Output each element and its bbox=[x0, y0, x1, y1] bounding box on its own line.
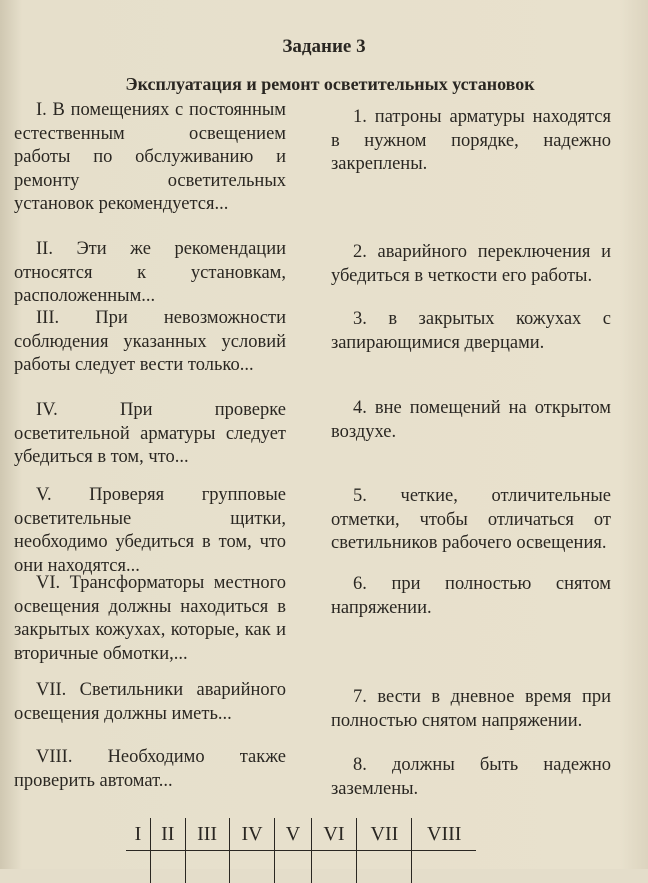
answer-item: 8. должны быть надежно заземлены. bbox=[331, 754, 611, 801]
question-item: IV. При проверке осветительной арматуры следует убедиться в том, что... bbox=[14, 399, 286, 470]
answer-table-header: VIII bbox=[412, 818, 476, 851]
question-item: VIII. Необходимо также проверить автомат... bbox=[14, 746, 286, 793]
answer-cell bbox=[185, 851, 229, 883]
question-column bbox=[14, 99, 286, 217]
answer-table-header: II bbox=[150, 818, 185, 851]
question-item: VII. Светильники аварийного освещения должны иметь... bbox=[14, 679, 286, 726]
answer-item: 6. при полностью снятом напряжении. bbox=[331, 573, 611, 620]
question-item: I. В помещениях с постоянным естественным освещением работы по обслуживанию и ремонту осветительных установок рекомендуется... bbox=[14, 99, 286, 217]
question-item: VI. Трансформаторы местного освещения должны находиться в закрытых кожухах, которые, как и вторичные обмотки,... bbox=[14, 572, 286, 666]
answer-table-header: VI bbox=[311, 818, 357, 851]
answer-item: 7. вести в дневное время при полностью снятом напряжении. bbox=[331, 686, 611, 733]
answer-cell bbox=[357, 851, 412, 883]
answer-table-header: III bbox=[185, 818, 229, 851]
question-item: III. При невозможности соблюдения указанных условий работы следует вести только... bbox=[14, 307, 286, 378]
answer-table bbox=[126, 818, 476, 883]
answer-cell bbox=[275, 851, 311, 883]
answer-cell bbox=[229, 851, 275, 883]
answer-item: 5. четкие, отличительные отметки, чтобы отличаться от светильников рабочего освещения. bbox=[331, 485, 611, 556]
answer-column bbox=[331, 106, 611, 177]
answer-table-header: VII bbox=[357, 818, 412, 851]
answer-item: 1. патроны арматуры находятся в нужном порядке, надежно закреплены. bbox=[331, 106, 611, 177]
answer-item: 3. в закрытых кожухах с запирающимися дверцами. bbox=[331, 308, 611, 355]
answer-item: 4. вне помещений на открытом воздухе. bbox=[331, 397, 611, 444]
answer-cell bbox=[150, 851, 185, 883]
answer-table-header: IV bbox=[229, 818, 275, 851]
answer-table-header: V bbox=[275, 818, 311, 851]
answer-table-header: I bbox=[126, 818, 150, 851]
task-title: Задание 3 bbox=[0, 36, 648, 58]
question-item: V. Проверяя групповые осветительные щитки, необходимо убедиться в том, что они находятся... bbox=[14, 484, 286, 578]
question-item: II. Эти же рекомендации относятся к установкам, расположенным... bbox=[14, 238, 286, 309]
answer-cell bbox=[311, 851, 357, 883]
answer-table-blank-row bbox=[126, 851, 476, 883]
answer-item: 2. аварийного переключения и убедиться в четкости его работы. bbox=[331, 241, 611, 288]
task-subtitle: Эксплуатация и ремонт осветительных установок bbox=[60, 74, 600, 95]
answer-cell bbox=[412, 851, 476, 883]
answer-cell bbox=[126, 851, 150, 883]
answer-table-header-row bbox=[126, 818, 476, 851]
